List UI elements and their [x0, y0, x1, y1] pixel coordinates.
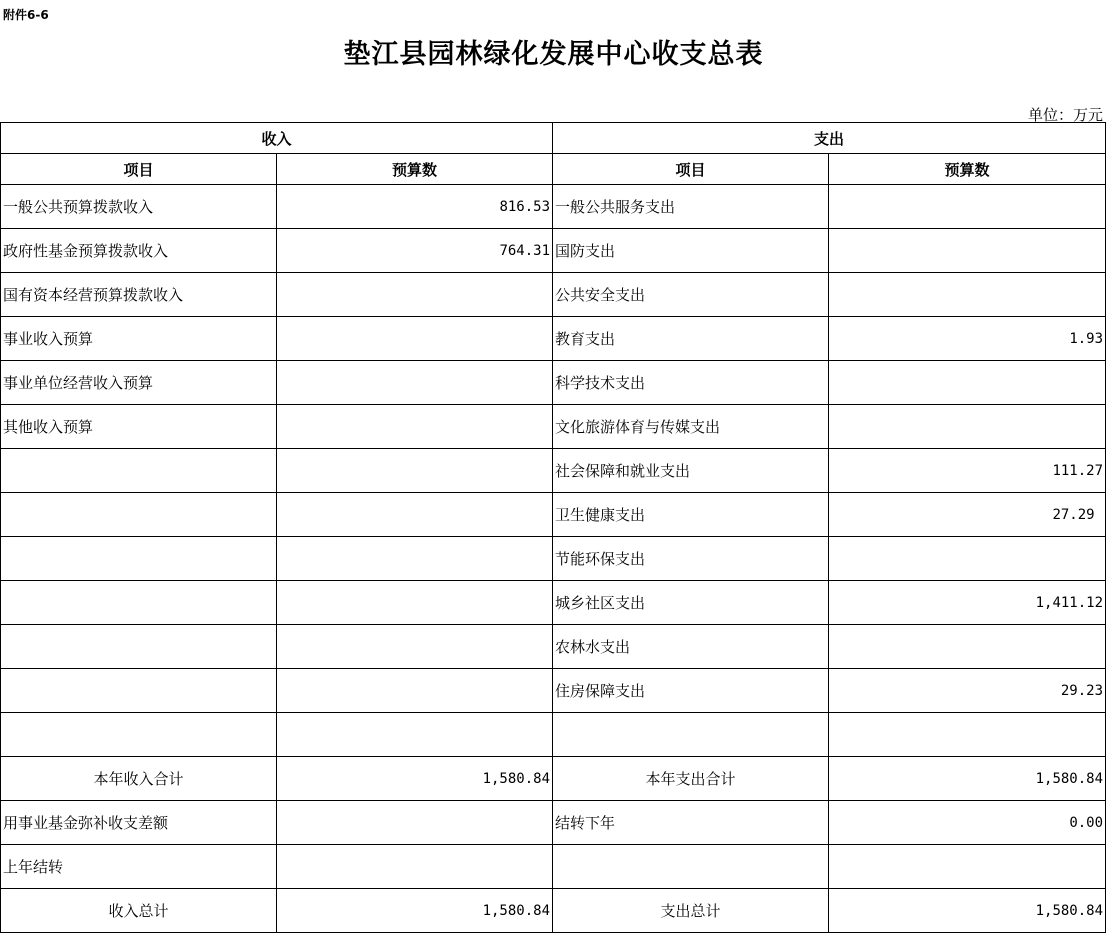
income-item-cell	[1, 669, 277, 713]
expense-item-cell: 教育支出	[553, 317, 829, 361]
prior-year-label: 上年结转	[1, 845, 277, 889]
table-row	[1, 405, 1106, 449]
expense-amount-cell: 27.29	[829, 493, 1106, 537]
income-item-cell: 政府性基金预算拨款收入	[1, 229, 277, 273]
expense-item-cell: 节能环保支出	[553, 537, 829, 581]
table-row	[1, 229, 1106, 273]
expense-amount-cell	[829, 713, 1106, 757]
expense-amount-cell	[829, 273, 1106, 317]
income-amount-cell	[277, 449, 553, 493]
page-title: 垫江县园林绿化发展中心收支总表	[343, 39, 764, 70]
table-row	[1, 669, 1106, 713]
expense-amount-cell: 1.93	[829, 317, 1106, 361]
year-income-total-label: 本年收入合计	[1, 757, 277, 801]
expense-item-cell: 住房保障支出	[553, 669, 829, 713]
income-amount-cell	[277, 317, 553, 361]
carry-forward-label: 结转下年	[553, 801, 829, 845]
table-row	[1, 625, 1106, 669]
expense-amount-cell	[829, 405, 1106, 449]
income-item-cell: 一般公共预算拨款收入	[1, 185, 277, 229]
grand-total-row	[1, 889, 1106, 933]
expense-item-cell	[553, 713, 829, 757]
income-item-cell: 事业单位经营收入预算	[1, 361, 277, 405]
expense-section-header: 支出	[553, 123, 1106, 154]
expense-item-cell: 国防支出	[553, 229, 829, 273]
prior-year-amount	[277, 845, 553, 889]
income-amount-cell	[277, 713, 553, 757]
income-item-cell	[1, 713, 277, 757]
income-item-cell	[1, 581, 277, 625]
expense-amount-cell	[829, 361, 1106, 405]
expense-amount-cell	[829, 625, 1106, 669]
prior-year-row	[1, 845, 1106, 889]
table-row	[1, 581, 1106, 625]
table-row	[1, 493, 1106, 537]
fund-offset-amount	[277, 801, 553, 845]
year-expense-total-label: 本年支出合计	[553, 757, 829, 801]
expense-item-cell: 文化旅游体育与传媒支出	[553, 405, 829, 449]
expense-item-cell: 科学技术支出	[553, 361, 829, 405]
expense-amount-cell	[829, 537, 1106, 581]
table-row	[1, 713, 1106, 757]
expense-item-cell: 城乡社区支出	[553, 581, 829, 625]
income-item-header: 项目	[1, 154, 277, 185]
unit-label: 单位：万元	[1027, 106, 1103, 124]
expense-amount-cell: 111.27	[829, 449, 1106, 493]
fund-offset-label: 用事业基金弥补收支差额	[1, 801, 277, 845]
section-header-row	[1, 123, 1106, 154]
income-item-cell	[1, 537, 277, 581]
carry-forward-amount: 0.00	[829, 801, 1106, 845]
column-header-row	[1, 154, 1106, 185]
prior-year-expense-blank	[553, 845, 829, 889]
expense-item-cell: 卫生健康支出	[553, 493, 829, 537]
expense-item-cell: 一般公共服务支出	[553, 185, 829, 229]
income-amount-cell	[277, 361, 553, 405]
table-row	[1, 317, 1106, 361]
year-expense-total-amount: 1,580.84	[829, 757, 1106, 801]
grand-income-total-label: 收入总计	[1, 889, 277, 933]
expense-amount-cell	[829, 185, 1106, 229]
table-row	[1, 273, 1106, 317]
income-item-cell: 事业收入预算	[1, 317, 277, 361]
grand-income-total-amount: 1,580.84	[277, 889, 553, 933]
budget-summary-table	[0, 122, 1106, 933]
year-total-row	[1, 757, 1106, 801]
income-item-cell	[1, 449, 277, 493]
income-amount-cell	[277, 493, 553, 537]
income-item-cell	[1, 493, 277, 537]
grand-expense-total-amount: 1,580.84	[829, 889, 1106, 933]
income-section-header: 收入	[1, 123, 553, 154]
expense-item-cell: 社会保障和就业支出	[553, 449, 829, 493]
income-amount-cell	[277, 581, 553, 625]
income-item-cell: 其他收入预算	[1, 405, 277, 449]
income-amount-cell	[277, 405, 553, 449]
table-row	[1, 537, 1106, 581]
income-budget-header: 预算数	[277, 154, 553, 185]
table-row	[1, 449, 1106, 493]
expense-amount-cell	[829, 229, 1106, 273]
expense-budget-header: 预算数	[829, 154, 1106, 185]
attachment-number: 附件6-6	[3, 8, 49, 22]
income-amount-cell: 764.31	[277, 229, 553, 273]
expense-item-header: 项目	[553, 154, 829, 185]
year-income-total-amount: 1,580.84	[277, 757, 553, 801]
income-item-cell: 国有资本经营预算拨款收入	[1, 273, 277, 317]
table-row	[1, 185, 1106, 229]
table-row	[1, 361, 1106, 405]
grand-expense-total-label: 支出总计	[553, 889, 829, 933]
income-amount-cell: 816.53	[277, 185, 553, 229]
prior-year-expense-amount-blank	[829, 845, 1106, 889]
income-amount-cell	[277, 669, 553, 713]
income-amount-cell	[277, 537, 553, 581]
income-amount-cell	[277, 625, 553, 669]
expense-amount-cell: 1,411.12	[829, 581, 1106, 625]
expense-item-cell: 农林水支出	[553, 625, 829, 669]
income-amount-cell	[277, 273, 553, 317]
expense-item-cell: 公共安全支出	[553, 273, 829, 317]
adjustment-row	[1, 801, 1106, 845]
income-item-cell	[1, 625, 277, 669]
expense-amount-cell: 29.23	[829, 669, 1106, 713]
